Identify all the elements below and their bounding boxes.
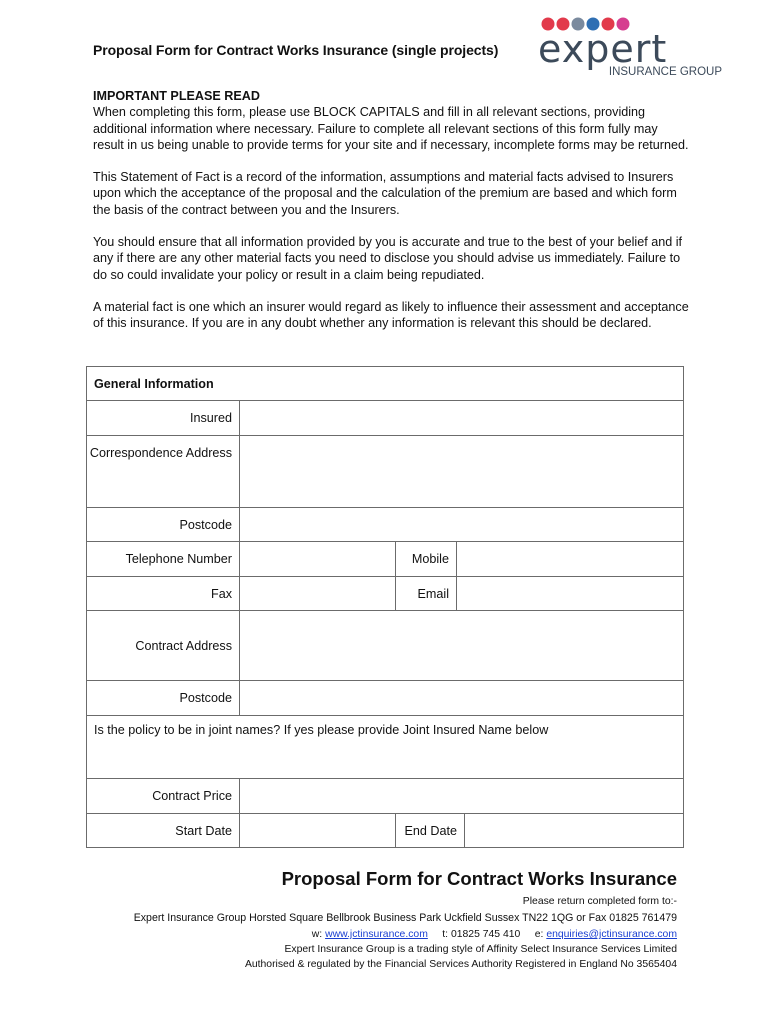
return-address: Expert Insurance Group Horsted Square Bellbrook Business Park Uckfield Sussex TN22 1QG or Fax 01825 761479 [133,912,677,924]
contract-price-label: Contract Price [86,778,240,814]
email-label-footer: e: [534,929,544,940]
intro-text [93,88,691,348]
end-date-field[interactable] [464,813,684,848]
fax-label: Fax [86,576,240,611]
email-link[interactable]: enquiries@jctinsurance.com [546,929,677,940]
intro-paragraph-4: A material fact is one which an insurer would regard as likely to influence their assessment and acceptance of this insurance. If you are in any doubt whether any information is relevant this should be declared. [93,299,689,331]
postcode-field[interactable] [239,507,684,542]
email-label: Email [395,576,457,611]
regulation-statement: Authorised & regulated by the Financial Services Authority Registered in England No 3565404 [244,959,677,970]
contract-address-field[interactable] [239,610,684,681]
intro-paragraph-2: This Statement of Fact is a record of the information, assumptions and material facts advised to Insurers upon which the acceptance of the proposal and the calculation of the premium are based and which form the basis of the contract between you and the Insurers. [93,170,677,217]
insured-field[interactable] [239,400,684,436]
telephone-field[interactable] [239,541,396,577]
return-instructions: Please return completed form to:- [522,896,677,907]
telephone-label: Telephone Number [86,541,240,577]
contract-postcode-field[interactable] [239,680,684,716]
contact-line [86,929,677,940]
page-title: Proposal Form for Contract Works Insurance (single projects) [93,42,499,58]
contract-postcode-label: Postcode [86,680,240,716]
phone-label: t: [442,929,449,940]
phone-number: 01825 745 410 [450,929,521,940]
intro-paragraph-1: When completing this form, please use BLOCK CAPITALS and fill in all relevant sections, providing additional information where necessary. Failure to complete all relevant sections of this form fully may result in us being unable to provide terms for your site and if necessary, incomplete forms may be returned. [93,105,689,152]
logo-word: expert [538,27,668,71]
joint-names-question[interactable]: Is the policy to be in joint names? If yes please provide Joint Insured Name below [86,715,684,779]
footer-title: Proposal Form for Contract Works Insurance [281,868,677,889]
insured-label: Insured [86,400,240,436]
company-logo [536,14,724,78]
contract-address-label: Contract Address [86,610,240,681]
mobile-label: Mobile [395,541,457,577]
web-label: w: [311,929,323,940]
end-date-label: End Date [395,813,465,848]
correspondence-address-field[interactable] [239,435,684,508]
postcode-label: Postcode [86,507,240,542]
logo-subtitle: INSURANCE GROUP [608,66,722,78]
fax-field[interactable] [239,576,396,611]
website-link[interactable]: www.jctinsurance.com [325,929,428,940]
trading-statement: Expert Insurance Group is a trading style of Affinity Select Insurance Services Limited [284,944,677,955]
intro-heading: IMPORTANT PLEASE READ [93,89,260,103]
start-date-field[interactable] [239,813,396,848]
start-date-label: Start Date [86,813,240,848]
intro-paragraph-3: You should ensure that all information provided by you is accurate and true to the best of your belief and if any if there are any other material facts you need to disclose you should advise us immediately. Failure to do so could invalidate your policy or result in a claim being repudiated. [93,235,683,282]
correspondence-address-label: Correspondence Address [86,435,240,508]
contract-price-field[interactable] [239,778,684,814]
mobile-field[interactable] [456,541,684,577]
section-title: General Information [86,366,684,401]
email-field[interactable] [456,576,684,611]
